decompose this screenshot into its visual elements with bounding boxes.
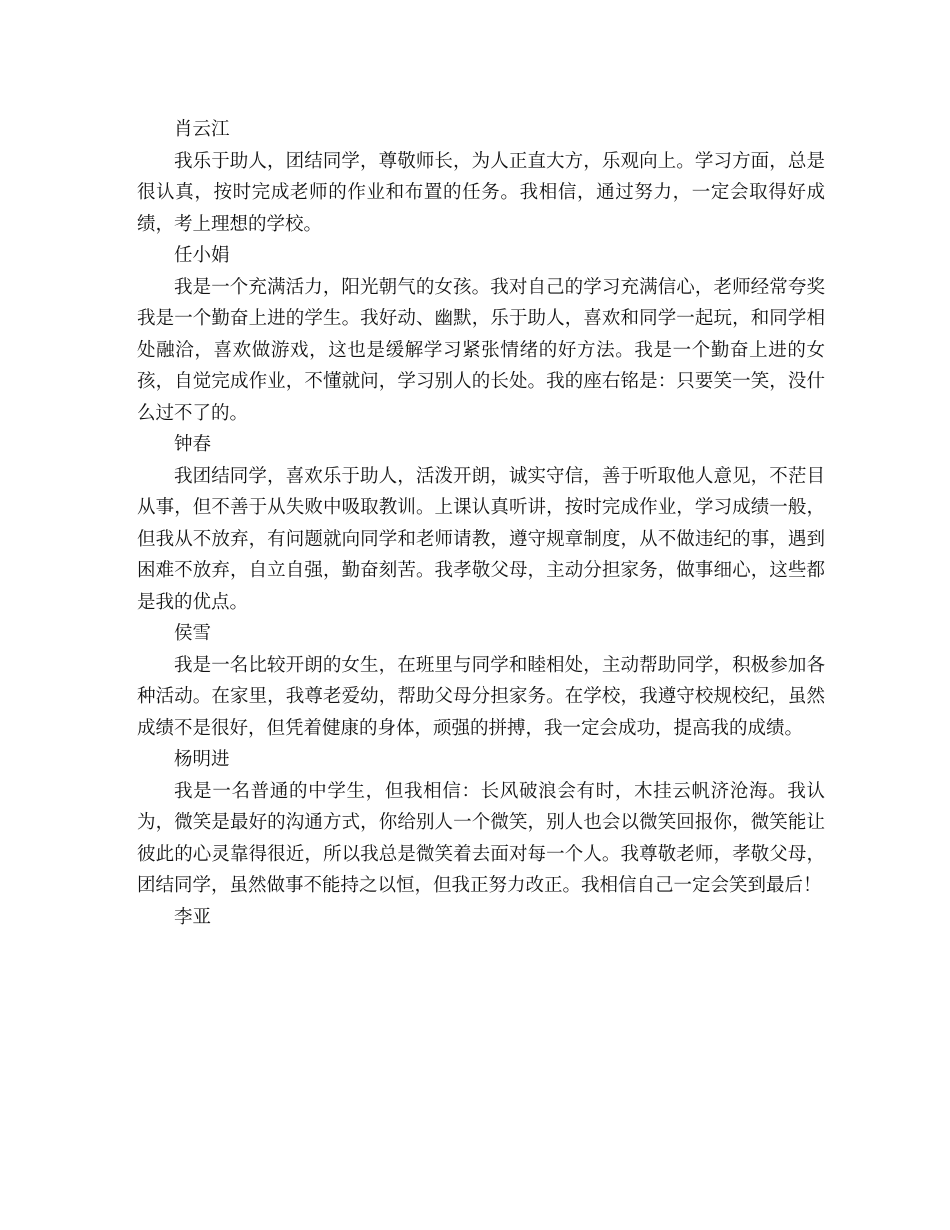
student-name: 侯雪 (174, 623, 212, 644)
entry-li-ya (137, 902, 825, 934)
student-self-evaluation: 我乐于助人，团结同学，尊敬师长，为人正直大方，乐观向上。学习方面，总是很认真，按时完成老师的作业和布置的任务。我相信，通过努力，一定会取得好成绩，考上理想的学校。 (137, 150, 825, 235)
student-self-evaluation: 我是一名普通的中学生，但我相信：长风破浪会有时，木挂云帆济沧海。我认为，微笑是最好的沟通方式，你给别人一个微笑，别人也会以微笑回报你，微笑能让彼此的心灵靠得很近，所以我总是微笑着去面对每一个人。我尊敬老师，孝敬父母，团结同学，虽然做事不能持之以恒，但我正努力改正。我相信自己一定会笑到最后！ (137, 780, 825, 896)
student-name: 杨明进 (174, 749, 230, 770)
student-name: 任小娟 (174, 245, 230, 266)
entry-xiao-yunjiang (137, 114, 825, 240)
entry-hou-xue (137, 618, 825, 744)
student-name: 钟春 (174, 434, 212, 455)
student-name: 李亚 (174, 906, 212, 928)
student-self-evaluation: 我是一名比较开朗的女生，在班里与同学和睦相处，主动帮助同学，积极参加各种活动。在家里，我尊老爱幼，帮助父母分担家务。在学校，我遵守校规校纪，虽然成绩不是很好，但凭着健康的身体，顽强的拼搏，我一定会成功，提高我的成绩。 (137, 654, 825, 739)
entry-ren-xiaojuan (137, 240, 825, 429)
entry-zhong-chun (137, 429, 825, 618)
entry-yang-mingjin (137, 744, 825, 902)
student-self-evaluation: 我团结同学，喜欢乐于助人，活泼开朗，诚实守信，善于听取他人意见，不茫目从事，但不善于从失败中吸取教训。上课认真听讲，按时完成作业，学习成绩一般，但我从不放弃，有问题就向同学和老师请教，遵守规章制度，从不做违纪的事，遇到困难不放弃，自立自强，勤奋刻苦。我孝敬父母，主动分担家务，做事细心，这些都是我的优点。 (137, 465, 825, 613)
student-name: 肖云江 (174, 119, 230, 140)
student-self-evaluation: 我是一个充满活力，阳光朝气的女孩。我对自己的学习充满信心，老师经常夸奖我是一个勤奋上进的学生。我好动、幽默，乐于助人，喜欢和同学一起玩，和同学相处融洽，喜欢做游戏，这也是缓解学习紧张情绪的好方法。我是一个勤奋上进的女孩，自觉完成作业，不懂就问，学习别人的长处。我的座右铭是：只要笑一笑，没什么过不了的。 (137, 276, 825, 424)
document-body (137, 114, 825, 933)
